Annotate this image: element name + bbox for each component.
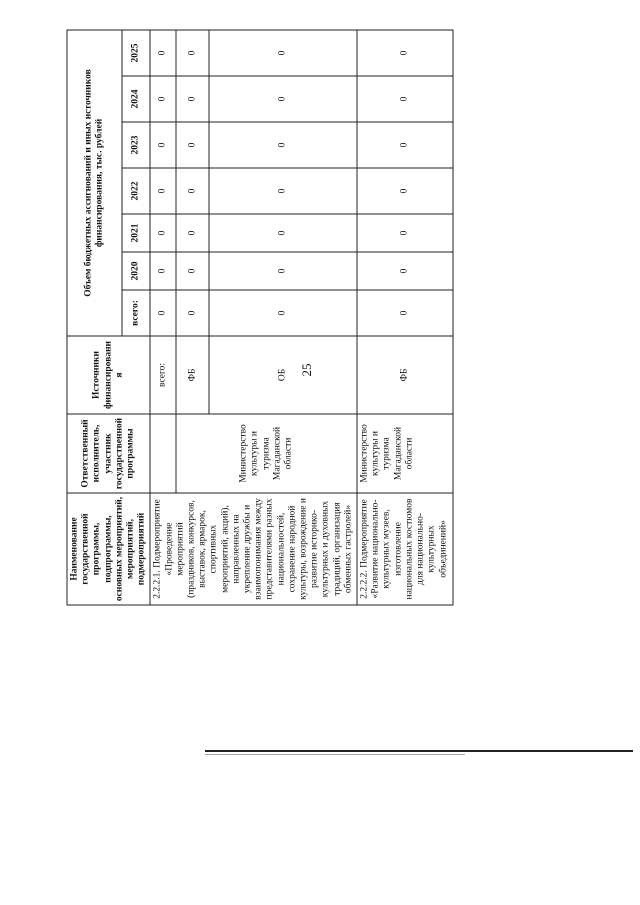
value-cell: 0 [150, 168, 176, 214]
value-cell: 0 [209, 168, 357, 214]
row-source: ФБ [357, 336, 453, 414]
header-sources: Источники финансирования [67, 336, 150, 414]
year-header: 2024 [121, 76, 150, 122]
year-header: 2025 [121, 29, 150, 75]
value-cell: 0 [176, 122, 209, 168]
page-number: 25 [299, 363, 314, 377]
row-executor-blank [150, 414, 176, 493]
value-cell: 0 [209, 290, 357, 336]
page-rule [205, 750, 633, 752]
row-source: всего: [150, 336, 176, 414]
budget-table-rotated [66, 30, 448, 605]
budget-table [66, 29, 453, 605]
value-cell: 0 [176, 290, 209, 336]
value-cell: 0 [150, 252, 176, 290]
year-header: 2022 [121, 168, 150, 214]
value-cell: 0 [176, 168, 209, 214]
year-header: 2020 [121, 252, 150, 290]
value-cell: 0 [357, 168, 453, 214]
value-cell: 0 [357, 76, 453, 122]
row-source: ФБ [176, 336, 209, 414]
value-cell: 0 [209, 252, 357, 290]
value-cell: 0 [357, 252, 453, 290]
header-name: Наименование государственной программы, подпрограммы, основных мероприятий, мероприятий, подмероприятий [67, 493, 150, 605]
value-cell: 0 [357, 214, 453, 252]
value-cell: 0 [209, 122, 357, 168]
row-name: 2.2.2.1. Подмероприятие «Проведение мероприятий (праздников, конкурсов, выставок, ярмарок, спортивных мероприятий, акций), направленных на укрепление дружбы и взаимопонимания между представителями разных национальностей, сохранение народной культуры, возрождение и развитие историко-культурных и духовных традиций, организация обменных гастролей» [150, 493, 357, 605]
table-row [150, 29, 176, 604]
value-cell: 0 [150, 76, 176, 122]
year-header: всего: [121, 290, 150, 336]
row-source: ОБ [209, 336, 357, 414]
row-executor: Министерство культуры и туризма Магаданской области [176, 414, 357, 493]
value-cell: 0 [176, 76, 209, 122]
header-row [67, 29, 122, 604]
value-cell: 0 [150, 214, 176, 252]
row-executor: Министерство культуры и туризма Магаданской области [357, 414, 453, 493]
value-cell: 0 [209, 214, 357, 252]
year-header: 2021 [121, 214, 150, 252]
year-header: 2023 [121, 122, 150, 168]
value-cell: 0 [150, 290, 176, 336]
value-cell: 0 [357, 122, 453, 168]
header-volume: Объем бюджетных ассигнований и иных источников финансирования, тыс. рублей [67, 29, 122, 335]
table-row [357, 29, 453, 604]
value-cell: 0 [176, 29, 209, 75]
value-cell: 0 [150, 122, 176, 168]
page-rule-shadow [205, 754, 465, 755]
value-cell: 0 [357, 290, 453, 336]
value-cell: 0 [176, 252, 209, 290]
value-cell: 0 [150, 29, 176, 75]
value-cell: 0 [357, 29, 453, 75]
value-cell: 0 [209, 76, 357, 122]
row-name: 2.2.2.2. Подмероприятие «Развитие национально-культурных музеев, изготовление национальных костюмов для национально-культурных объединений» [357, 493, 453, 605]
header-executor: Ответственный исполнитель, участник государственной программы [67, 414, 150, 493]
value-cell: 0 [209, 29, 357, 75]
value-cell: 0 [176, 214, 209, 252]
